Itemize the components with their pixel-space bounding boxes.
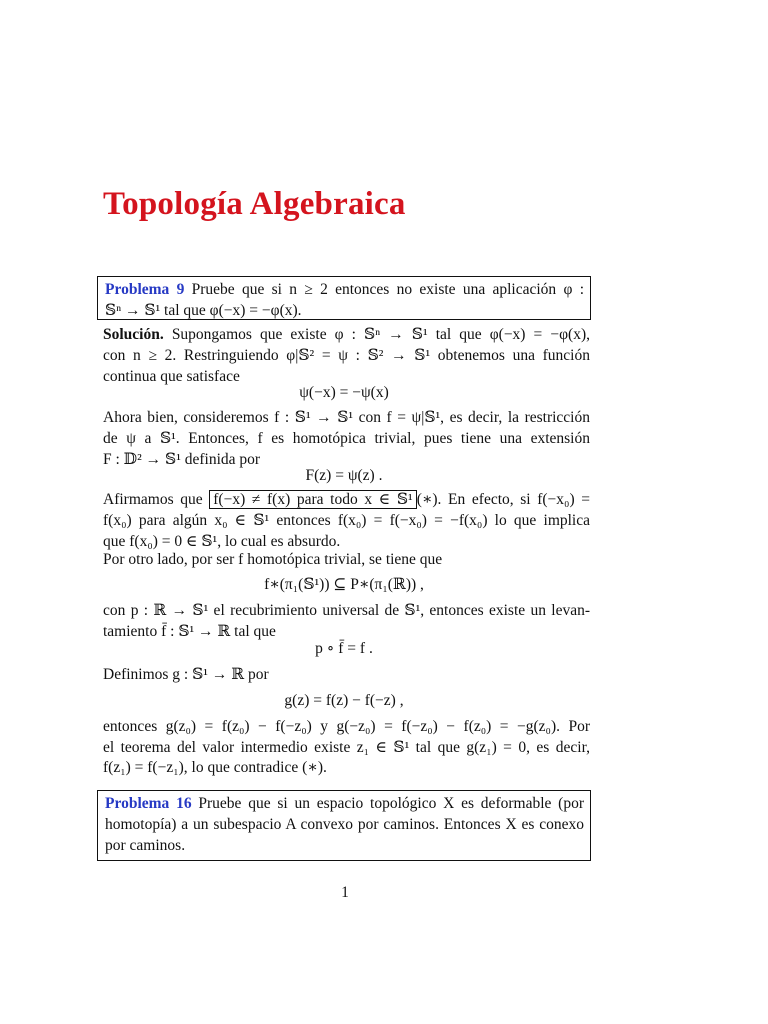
equation-psi: ψ(−x) = −ψ(x) <box>299 384 389 401</box>
solution-line-1: Solución. Supongamos que existe φ : 𝕊ⁿ → 𝕊¹ tal que φ(−x) = −φ(x), <box>103 326 590 343</box>
page-number: 1 <box>341 884 349 901</box>
equation-fundamental-group: f∗(π₁(𝕊¹)) ⊆ P∗(π₁(ℝ)) , <box>264 576 424 593</box>
problem-16-box <box>97 790 591 861</box>
solution-line-2: con n ≥ 2. Restringuiendo φ|𝕊² = ψ : 𝕊² → 𝕊¹ obtenemos una función <box>103 347 590 364</box>
equation-lift: p ∘ f̄ = f . <box>315 640 373 657</box>
solution-line-16: f(z₁) = f(−z₁), lo que contradice (∗). <box>103 759 327 776</box>
solution-line-14: entonces g(z₀) = f(z₀) − f(−z₀) y g(−z₀) = f(−z₀) − f(z₀) = −g(z₀). Por <box>103 718 590 735</box>
problem-16-label: Problema 16 <box>105 795 192 812</box>
solution-line-12: tamiento f̄ : 𝕊¹ → ℝ tal que <box>103 623 276 640</box>
solution-label: Solución. <box>103 326 164 343</box>
equation-F: F(z) = ψ(z) . <box>305 467 383 484</box>
solution-line-10: Por otro lado, por ser f homotópica trivial, se tiene que <box>103 551 443 568</box>
equation-g: g(z) = f(z) − f(−z) , <box>284 692 404 709</box>
solution-line-13: Definimos g : 𝕊¹ → ℝ por <box>103 666 269 683</box>
solution-line-15: el teorema del valor intermedio existe z₁ ∈ 𝕊¹ tal que g(z₁) = 0, es decir, <box>103 739 590 756</box>
solution-line-5: de ψ a 𝕊¹. Entonces, f es homotópica trivial, pues tiene una extensión <box>103 430 590 447</box>
solution-line-8: f(x₀) para algún x₀ ∈ 𝕊¹ entonces f(x₀) = f(−x₀) = −f(x₀) lo que implica <box>103 512 590 529</box>
solution-line-4: Ahora bien, consideremos f : 𝕊¹ → 𝕊¹ con f = ψ|𝕊¹, es decir, la restricción <box>103 409 590 426</box>
document-title: Topología Algebraica <box>103 186 406 222</box>
problem-9-line-2: 𝕊ⁿ → 𝕊¹ tal que φ(−x) = −φ(x). <box>105 302 302 319</box>
problem-9-box <box>97 276 591 320</box>
boxed-claim: f(−x) ≠ f(x) para todo x ∈ 𝕊¹ <box>209 490 416 509</box>
solution-line-11: con p : ℝ → 𝕊¹ el recubrimiento universal de 𝕊¹, entonces existe un levan- <box>103 602 590 619</box>
problem-9-line-1: Problema 9 Pruebe que si n ≥ 2 entonces no existe una aplicación φ : <box>105 281 585 298</box>
problem-9-label: Problema 9 <box>105 281 185 298</box>
solution-line-3: continua que satisface <box>103 368 240 385</box>
solution-line-9: que f(x₀) = 0 ∈ 𝕊¹, lo cual es absurdo. <box>103 533 341 550</box>
solution-line-7: Afirmamos que f(−x) ≠ f(x) para todo x ∈ 𝕊¹ (∗). En efecto, si f(−x₀) = <box>103 491 590 508</box>
problem-16-text: Pruebe que si un espacio topológico X es deformable (por homotopía) a un subespacio A convexo por caminos. Entonces X es conexo por caminos. <box>105 795 584 854</box>
solution-line-6: F : 𝔻² → 𝕊¹ definida por <box>103 451 261 468</box>
